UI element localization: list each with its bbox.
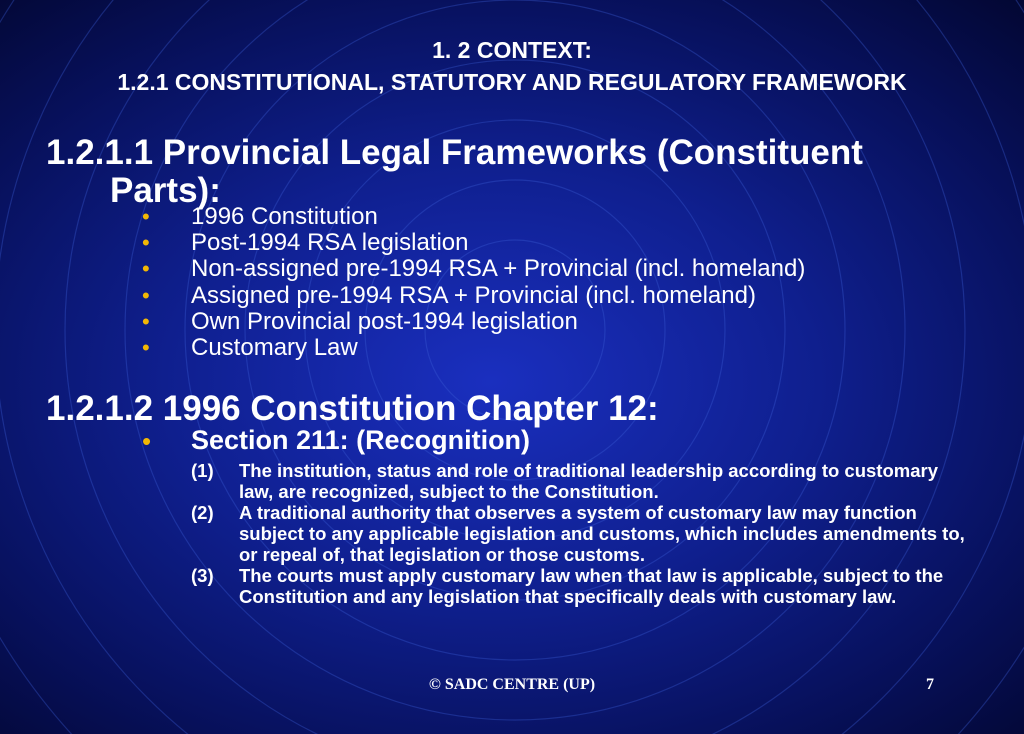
clause-number: (2) [191, 502, 214, 523]
subsection-title: Section 211: (Recognition) [191, 425, 531, 455]
section-heading-provincial-continued: Parts): [110, 171, 221, 210]
bullet-icon: • [142, 426, 152, 456]
clause-item [0, 460, 969, 502]
clause-item [0, 502, 969, 565]
list-item-text: Own Provincial post-1994 legislation [191, 307, 578, 335]
list-item-text: 1996 Constitution [191, 203, 378, 230]
bullet-icon: • [142, 334, 150, 360]
clause-list [0, 460, 969, 607]
clause-text: The institution, status and role of traditional leadership according to customary law, are recognized, subject to the Constitution. [239, 460, 938, 502]
list-item-text: Non-assigned pre-1994 RSA + Provincial (incl. homeland) [191, 255, 806, 283]
slide-title-context: 1. 2 CONTEXT: [432, 37, 592, 63]
page-number: 7 [926, 676, 934, 693]
list-item-text: Post-1994 RSA legislation [191, 229, 469, 257]
list-item-text: Assigned pre-1994 RSA + Provincial (incl. homeland) [191, 281, 756, 309]
bullet-icon: • [142, 204, 150, 229]
footer-copyright: © SADC CENTRE (UP) [428, 676, 596, 693]
clause-text: The courts must apply customary law when that law is applicable, subject to the Constitution and any legislation that specifically deals with customary law. [239, 565, 944, 607]
bullet-icon: • [142, 230, 150, 256]
section-heading-provincial: 1.2.1.1 Provincial Legal Frameworks (Constituent [46, 133, 863, 172]
bullet-icon: • [142, 308, 150, 334]
list-item-text: Customary Law [191, 333, 358, 361]
clause-number: (3) [191, 565, 214, 586]
section-heading-constitution: 1.2.1.2 1996 Constitution Chapter 12: [46, 389, 659, 428]
clause-number: (1) [191, 460, 214, 481]
bullet-icon: • [142, 256, 150, 282]
slide-title-framework: 1.2.1 CONSTITUTIONAL, STATUTORY AND REGULATORY FRAMEWORK [117, 69, 907, 95]
clause-text: A traditional authority that observes a system of customary law may function subject to any applicable legislation and customs, which includes amendments to, or repeal of, that legislation or those customs. [239, 502, 965, 565]
bullet-icon: • [142, 282, 150, 308]
clause-item [0, 565, 969, 607]
